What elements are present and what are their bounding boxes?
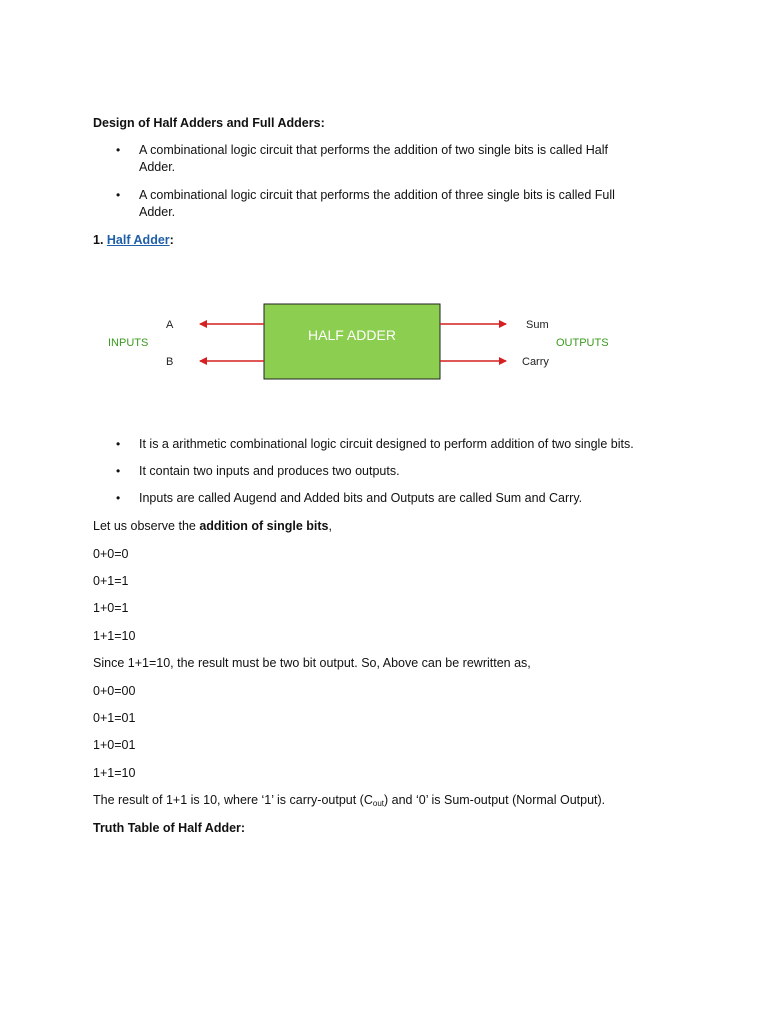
bullet-dot: • bbox=[116, 143, 121, 157]
intro-bullet-1-line-2: Adder. bbox=[139, 160, 176, 174]
sum-line-two-bit: 1+0=01 bbox=[93, 738, 136, 752]
result-part-1: The result of 1+1 is 10, where ‘1’ is carry-output (C bbox=[93, 793, 373, 807]
result-part-2: ) and ‘0’ is Sum-output (Normal Output). bbox=[384, 793, 606, 807]
sum-line-two-bit: 1+1=10 bbox=[93, 766, 136, 780]
bullet-dot: • bbox=[116, 464, 121, 478]
ha-bullet-2: It contain two inputs and produces two outputs. bbox=[139, 464, 400, 478]
section-number: 1. bbox=[93, 233, 107, 247]
intro-bullet-2-line-1: A combinational logic circuit that performs the addition of three single bits is called Full bbox=[139, 188, 615, 202]
page-heading: Design of Half Adders and Full Adders: bbox=[93, 116, 325, 130]
sum-label: Sum bbox=[526, 319, 549, 331]
observe-bold: addition of single bits bbox=[199, 519, 329, 533]
outputs-group-label: OUTPUTS bbox=[556, 337, 609, 349]
carry-label: Carry bbox=[522, 356, 549, 368]
sum-line: 1+1=10 bbox=[93, 629, 136, 643]
inputs-group-label: INPUTS bbox=[108, 337, 149, 349]
sum-line-two-bit: 0+0=00 bbox=[93, 684, 136, 698]
sum-line-two-bit: 0+1=01 bbox=[93, 711, 136, 725]
sum-line: 1+0=1 bbox=[93, 601, 129, 615]
sum-line: 0+1=1 bbox=[93, 574, 129, 588]
bullet-dot: • bbox=[116, 491, 121, 505]
intro-bullet-2-line-2: Adder. bbox=[139, 205, 176, 219]
bullet-dot: • bbox=[116, 188, 121, 202]
section-heading bbox=[93, 232, 174, 249]
intro-bullet-1-line-1: A combinational logic circuit that performs the addition of two single bits is called Half bbox=[139, 143, 608, 157]
result-paragraph bbox=[93, 792, 605, 812]
result-subscript: out bbox=[372, 799, 384, 808]
observe-paragraph bbox=[93, 518, 332, 535]
observe-prefix: Let us observe the bbox=[93, 519, 200, 533]
sum-line: 0+0=0 bbox=[93, 547, 129, 561]
bullet-dot: • bbox=[116, 437, 121, 451]
ha-bullet-3: Inputs are called Augend and Added bits and Outputs are called Sum and Carry. bbox=[139, 491, 583, 505]
section-colon: : bbox=[169, 233, 174, 247]
half-adder-diagram bbox=[100, 296, 620, 392]
half-adder-link[interactable]: Half Adder bbox=[106, 233, 170, 247]
since-paragraph: Since 1+1=10, the result must be two bit output. So, Above can be rewritten as, bbox=[93, 656, 531, 670]
ha-bullet-1: It is a arithmetic combinational logic circuit designed to perform addition of two single bits. bbox=[139, 437, 634, 451]
input-b-label: B bbox=[166, 356, 174, 368]
truth-table-heading: Truth Table of Half Adder: bbox=[93, 821, 246, 835]
observe-suffix: , bbox=[328, 519, 332, 533]
block-label: HALF ADDER bbox=[308, 327, 396, 343]
input-a-label: A bbox=[166, 319, 174, 331]
